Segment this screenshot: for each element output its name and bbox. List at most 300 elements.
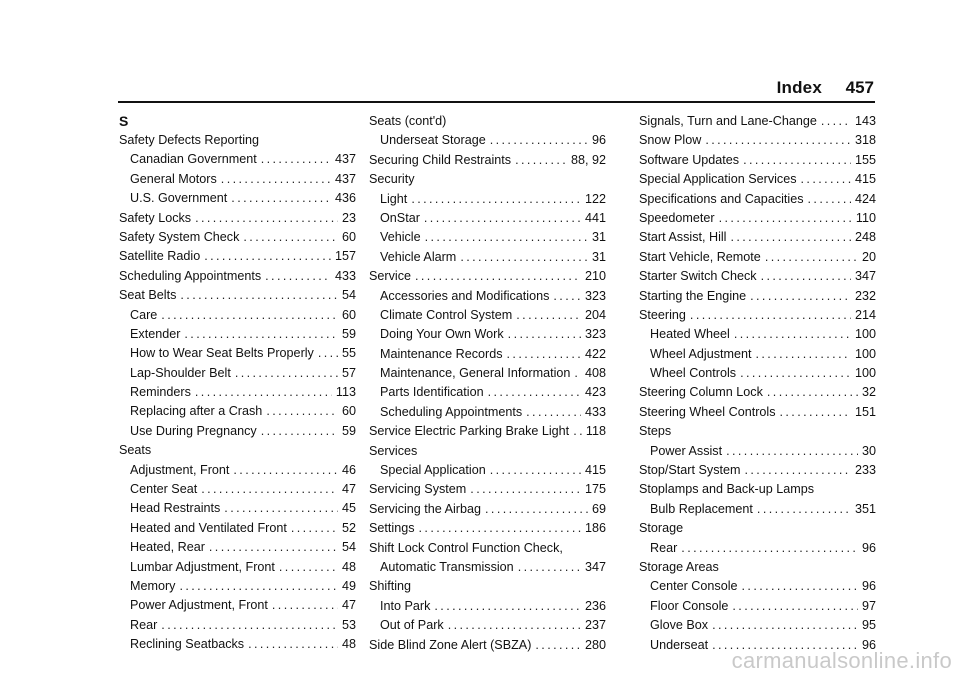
entry-page-reference: 97 [861, 598, 876, 613]
entry-term: Scheduling Appointments [380, 404, 523, 419]
dot-leader [266, 402, 338, 421]
entry-term: Center Console [650, 579, 738, 594]
index-subentry [639, 442, 876, 461]
dot-leader [757, 500, 851, 519]
index-subentry [639, 539, 876, 558]
entry-term: Reclining Seatbacks [130, 637, 245, 652]
entry-term: Glove Box [650, 618, 709, 633]
dot-leader [821, 112, 851, 131]
dot-leader [184, 325, 338, 344]
entry-term: Steering Wheel Controls [639, 404, 776, 419]
entry-term: Underseat [650, 637, 709, 652]
entry-term: Securing Child Restraints [369, 152, 512, 167]
entry-term: Power Adjustment, Front [130, 598, 268, 613]
entry-term: General Motors [130, 171, 217, 186]
index-entry [639, 151, 876, 170]
entry-term: Adjustment, Front [130, 462, 230, 477]
entry-term: Replacing after a Crash [130, 404, 263, 419]
index-subentry [119, 344, 356, 363]
index-entry [639, 267, 876, 286]
entry-page-reference: 433 [584, 404, 606, 419]
entry-term: Start Vehicle, Remote [639, 249, 761, 264]
dot-leader [808, 190, 851, 209]
entry-term: Servicing the Airbag [369, 501, 482, 516]
entry-page-reference: 100 [854, 327, 876, 342]
entry-term: Steering Column Lock [639, 385, 763, 400]
index-subentry [369, 597, 606, 616]
entry-page-reference: 323 [584, 288, 606, 303]
index-entry [639, 558, 876, 577]
dot-leader [690, 306, 851, 325]
entry-term: Special Application Services [639, 172, 797, 187]
index-subentry [369, 228, 606, 247]
watermark-text: carmanualsonline.info [731, 648, 952, 673]
index-entry [119, 228, 356, 247]
entry-term: Heated Wheel [650, 327, 730, 342]
entry-term: Starter Switch Check [639, 269, 757, 284]
dot-leader [573, 422, 582, 441]
dot-leader [415, 267, 581, 286]
dot-leader [743, 151, 851, 170]
dot-leader [712, 616, 858, 635]
dot-leader [719, 209, 852, 228]
entry-page-reference: 60 [341, 229, 356, 244]
dot-leader [734, 325, 851, 344]
dot-leader [265, 267, 331, 286]
entry-term: Starting the Engine [639, 288, 747, 303]
dot-leader [490, 131, 588, 150]
dot-leader [221, 170, 331, 189]
index-subentry [369, 364, 606, 383]
entry-term: Canadian Government [130, 152, 257, 167]
dot-leader [765, 248, 858, 267]
dot-leader [233, 461, 338, 480]
entry-term: Into Park [380, 598, 431, 613]
index-entry [369, 577, 606, 596]
index-subentry [369, 131, 606, 150]
index-entry [119, 209, 356, 228]
entry-page-reference: 347 [584, 559, 606, 574]
entry-page-reference: 210 [584, 269, 606, 284]
index-subentry [119, 635, 356, 654]
entry-term: Lap-Shoulder Belt [130, 365, 231, 380]
entry-page-reference: 23 [341, 210, 356, 225]
index-entry [639, 306, 876, 325]
dot-leader [195, 383, 332, 402]
dot-leader [507, 345, 581, 364]
dot-leader [243, 228, 338, 247]
entry-page-reference: 347 [854, 269, 876, 284]
entry-page-reference: 233 [854, 463, 876, 478]
index-subentry [119, 422, 356, 441]
entry-term: Safety Defects Reporting [119, 133, 260, 147]
dot-leader [732, 597, 858, 616]
entry-term: Head Restraints [130, 501, 221, 516]
entry-page-reference: 323 [584, 327, 606, 342]
dot-leader [434, 597, 581, 616]
entry-term: Maintenance Records [380, 346, 503, 361]
entry-page-reference: 437 [334, 152, 356, 167]
index-subentry [119, 538, 356, 557]
entry-term: How to Wear Seat Belts Properly [130, 346, 314, 361]
index-entry [119, 441, 356, 460]
entry-page-reference: 415 [584, 463, 606, 478]
index-subentry [119, 480, 356, 499]
dot-leader [761, 267, 851, 286]
entry-term: Service Electric Parking Brake Light [369, 424, 570, 439]
page-number: 457 [845, 78, 874, 97]
index-subentry [369, 616, 606, 635]
entry-term: Storage Areas [639, 559, 719, 574]
entry-page-reference: 53 [341, 617, 356, 632]
entry-page-reference: 415 [854, 172, 876, 187]
index-entry [639, 287, 876, 306]
index-column-2 [369, 112, 606, 655]
entry-page-reference: 408 [584, 366, 606, 381]
entry-term: Side Blind Zone Alert (SBZA) [369, 637, 532, 652]
dot-leader [740, 364, 851, 383]
entry-page-reference: 186 [584, 521, 606, 536]
entry-term: Vehicle Alarm [380, 249, 457, 264]
index-subentry [119, 499, 356, 518]
entry-term: Lumbar Adjustment, Front [130, 559, 275, 574]
entry-page-reference: 436 [334, 191, 356, 206]
entry-page-reference: 20 [861, 249, 876, 264]
dot-leader [180, 286, 338, 305]
index-subentry [369, 345, 606, 364]
dot-leader [161, 616, 338, 635]
entry-term: Safety System Check [119, 229, 240, 244]
entry-page-reference: 30 [861, 443, 876, 458]
index-entry [119, 267, 356, 286]
index-entry [119, 247, 356, 266]
entry-page-reference: 59 [341, 423, 356, 438]
dot-leader [272, 596, 338, 615]
entry-page-reference: 96 [861, 540, 876, 555]
entry-term: Steps [639, 424, 672, 439]
dot-leader [490, 461, 581, 480]
entry-page-reference: 96 [591, 133, 606, 148]
entry-term: Security [369, 172, 415, 187]
entry-page-reference: 157 [334, 249, 356, 264]
entry-term: Shift Lock Control Function Check, [369, 540, 563, 555]
entry-term: Vehicle [380, 230, 421, 245]
entry-page-reference: 32 [861, 385, 876, 400]
index-entry [369, 519, 606, 538]
entry-term: Stoplamps and Back-up Lamps [639, 482, 815, 497]
dot-leader [470, 480, 581, 499]
entry-term: U.S. Government [130, 191, 228, 206]
entry-page-reference: 96 [861, 579, 876, 594]
entry-term: Extender [130, 326, 181, 341]
entry-page-reference: 60 [341, 404, 356, 419]
entry-term: Floor Console [650, 598, 729, 613]
entry-page-reference: 437 [334, 171, 356, 186]
index-subentry [369, 306, 606, 325]
index-subentry [369, 461, 606, 480]
entry-page-reference: 433 [334, 268, 356, 283]
entry-term: Snow Plow [639, 133, 702, 148]
entry-page-reference: 95 [861, 618, 876, 633]
index-subentry [119, 383, 356, 402]
entry-term: Heated and Ventilated Front [130, 520, 287, 535]
entry-term: Software Updates [639, 152, 740, 167]
dot-leader [801, 170, 851, 189]
index-subentry [119, 189, 356, 208]
index-subentry [119, 558, 356, 577]
dot-leader [508, 325, 581, 344]
entry-term: Center Seat [130, 482, 198, 497]
dot-leader [518, 558, 581, 577]
entry-page-reference: 441 [584, 210, 606, 225]
entry-page-reference: 60 [341, 307, 356, 322]
entry-term: Rear [130, 617, 158, 632]
entry-page-reference: 143 [854, 114, 876, 128]
entry-term: Wheel Controls [650, 366, 737, 381]
entry-page-reference: 204 [584, 307, 606, 322]
entry-page-reference: 52 [341, 520, 356, 535]
entry-page-reference: 55 [341, 346, 356, 361]
dot-leader [195, 209, 338, 228]
index-subentry [119, 616, 356, 635]
dot-leader [516, 306, 581, 325]
index-entry [639, 112, 876, 131]
dot-leader [224, 499, 338, 518]
index-entry [369, 422, 606, 441]
entry-page-reference: 49 [341, 578, 356, 593]
dot-leader [553, 287, 581, 306]
index-subentry [119, 170, 356, 189]
entry-page-reference: 100 [854, 366, 876, 381]
entry-page-reference: 155 [854, 152, 876, 167]
index-column-3 [639, 112, 876, 655]
entry-term: Underseat Storage [380, 133, 486, 148]
index-subentry [369, 325, 606, 344]
index-subentry [639, 364, 876, 383]
entry-term: Care [130, 307, 158, 322]
entry-page-reference: 31 [591, 249, 606, 264]
index-entry [369, 267, 606, 286]
dot-leader [705, 131, 851, 150]
entry-page-reference: 48 [341, 637, 356, 652]
index-subentry [639, 597, 876, 616]
index-subentry [369, 209, 606, 228]
entry-page-reference: 48 [341, 559, 356, 574]
index-entry [369, 151, 606, 170]
entry-page-reference: 54 [341, 288, 356, 303]
index-subentry [119, 461, 356, 480]
entry-term: Wheel Adjustment [650, 346, 752, 361]
index-letter-heading: S [119, 113, 129, 129]
entry-term: Rear [650, 540, 678, 555]
entry-term: Accessories and Modifications [380, 288, 550, 303]
entry-term: Light [380, 191, 408, 206]
index-entry [639, 131, 876, 150]
dot-leader [279, 558, 338, 577]
index-column-1 [119, 112, 356, 655]
index-entry [639, 170, 876, 189]
index-entry [639, 403, 876, 422]
entry-term: Automatic Transmission [380, 559, 514, 574]
entry-page-reference: 351 [854, 501, 876, 516]
dot-leader [448, 616, 581, 635]
entry-page-reference: 248 [854, 230, 876, 245]
dot-leader [681, 539, 858, 558]
entry-term: Heated, Rear [130, 540, 205, 555]
entry-term: Maintenance, General Information [380, 366, 571, 381]
dot-leader [261, 150, 331, 169]
dot-leader [780, 403, 851, 422]
index-subentry [369, 383, 606, 402]
entry-term: Service [369, 269, 411, 284]
entry-page-reference: 100 [854, 346, 876, 361]
index-subentry [639, 500, 876, 519]
dot-leader [411, 190, 581, 209]
entry-page-reference: 45 [341, 501, 356, 516]
dot-leader [535, 636, 581, 655]
entry-page-reference: 54 [341, 540, 356, 555]
index-entry [369, 539, 606, 558]
entry-term: Reminders [130, 385, 191, 400]
index-entry [639, 190, 876, 209]
dot-leader [574, 364, 581, 383]
entry-term: Signals, Turn and Lane-Change [639, 114, 817, 128]
entry-term: Safety Locks [119, 210, 192, 225]
dot-leader [515, 151, 567, 170]
entry-term: Special Application [380, 463, 486, 478]
dot-leader [425, 228, 588, 247]
entry-page-reference: 237 [584, 618, 606, 633]
entry-page-reference: 113 [335, 385, 356, 400]
index-subentry [639, 325, 876, 344]
dot-leader [201, 480, 338, 499]
entry-term: Doing Your Own Work [380, 327, 504, 342]
dot-leader [424, 209, 581, 228]
dot-leader [231, 189, 331, 208]
dot-leader [179, 577, 338, 596]
entry-term: Parts Identification [380, 385, 484, 400]
dot-leader [526, 403, 581, 422]
entry-page-reference: 422 [584, 346, 606, 361]
index-subentry [639, 616, 876, 635]
entry-page-reference: 232 [854, 288, 876, 303]
entry-term: Seat Belts [119, 288, 177, 303]
entry-term: Power Assist [650, 443, 723, 458]
index-subentry [369, 403, 606, 422]
entry-term: Services [369, 443, 418, 458]
dot-leader [460, 248, 588, 267]
entry-term: Storage [639, 521, 684, 536]
index-subentry [369, 287, 606, 306]
dot-leader [750, 287, 851, 306]
index-subentry [119, 325, 356, 344]
dot-leader [726, 442, 858, 461]
index-subentry [369, 190, 606, 209]
index-entry [369, 480, 606, 499]
entry-term: Speedometer [639, 210, 715, 225]
entry-page-reference: 214 [854, 307, 876, 322]
dot-leader [756, 345, 851, 364]
index-entry [369, 500, 606, 519]
entry-page-reference: 47 [341, 598, 356, 613]
dot-leader [235, 364, 338, 383]
entry-page-reference: 88, 92 [570, 152, 606, 167]
entry-term: Out of Park [380, 618, 444, 633]
index-entry [639, 383, 876, 402]
dot-leader [248, 635, 338, 654]
entry-page-reference: 118 [585, 424, 606, 439]
header-rule [118, 101, 875, 103]
index-subentry [369, 558, 606, 577]
entry-page-reference: 69 [591, 501, 606, 516]
dot-leader [209, 538, 338, 557]
index-entry [639, 480, 876, 499]
entry-page-reference: 59 [341, 326, 356, 341]
index-entry [639, 519, 876, 538]
dot-leader [419, 519, 581, 538]
dot-leader [291, 519, 338, 538]
entry-term: Memory [130, 578, 176, 593]
index-entry [369, 636, 606, 655]
dot-leader [204, 247, 331, 266]
entry-page-reference: 151 [854, 404, 876, 419]
dot-leader [485, 500, 588, 519]
dot-leader [261, 422, 338, 441]
entry-page-reference: 31 [591, 230, 606, 245]
page-header [0, 78, 874, 100]
index-subentry [119, 306, 356, 325]
dot-leader [318, 344, 338, 363]
index-entry [369, 442, 606, 461]
entry-page-reference: 280 [584, 637, 606, 652]
index-subentry [119, 150, 356, 169]
entry-term: Climate Control System [380, 307, 513, 322]
entry-term: Settings [369, 521, 415, 536]
dot-leader [488, 383, 581, 402]
index-subentry [119, 402, 356, 421]
index-entry [119, 286, 356, 305]
entry-page-reference: 175 [584, 482, 606, 497]
entry-term: Servicing System [369, 482, 467, 497]
index-entry [369, 170, 606, 189]
entry-page-reference: 424 [854, 191, 876, 206]
dot-leader [730, 228, 851, 247]
index-subentry [119, 364, 356, 383]
dot-leader [161, 306, 338, 325]
index-entry [119, 131, 356, 150]
index-subentry [369, 248, 606, 267]
section-title: Index [776, 78, 822, 97]
entry-page-reference: 110 [855, 210, 876, 225]
entry-term: Specifications and Capacities [639, 191, 804, 206]
index-subentry [119, 596, 356, 615]
entry-term: Stop/Start System [639, 463, 741, 478]
index-entry [369, 112, 606, 131]
index-entry [639, 422, 876, 441]
index-entry [639, 228, 876, 247]
dot-leader [767, 383, 858, 402]
dot-leader [742, 577, 858, 596]
index-entry [639, 461, 876, 480]
entry-page-reference: 122 [584, 191, 606, 206]
entry-page-reference: 318 [854, 133, 876, 148]
entry-page-reference: 57 [341, 365, 356, 380]
index-entry [639, 248, 876, 267]
index-subentry [639, 345, 876, 364]
entry-term: Seats (cont'd) [369, 114, 447, 128]
entry-term: Satellite Radio [119, 249, 201, 264]
entry-page-reference: 47 [341, 482, 356, 497]
